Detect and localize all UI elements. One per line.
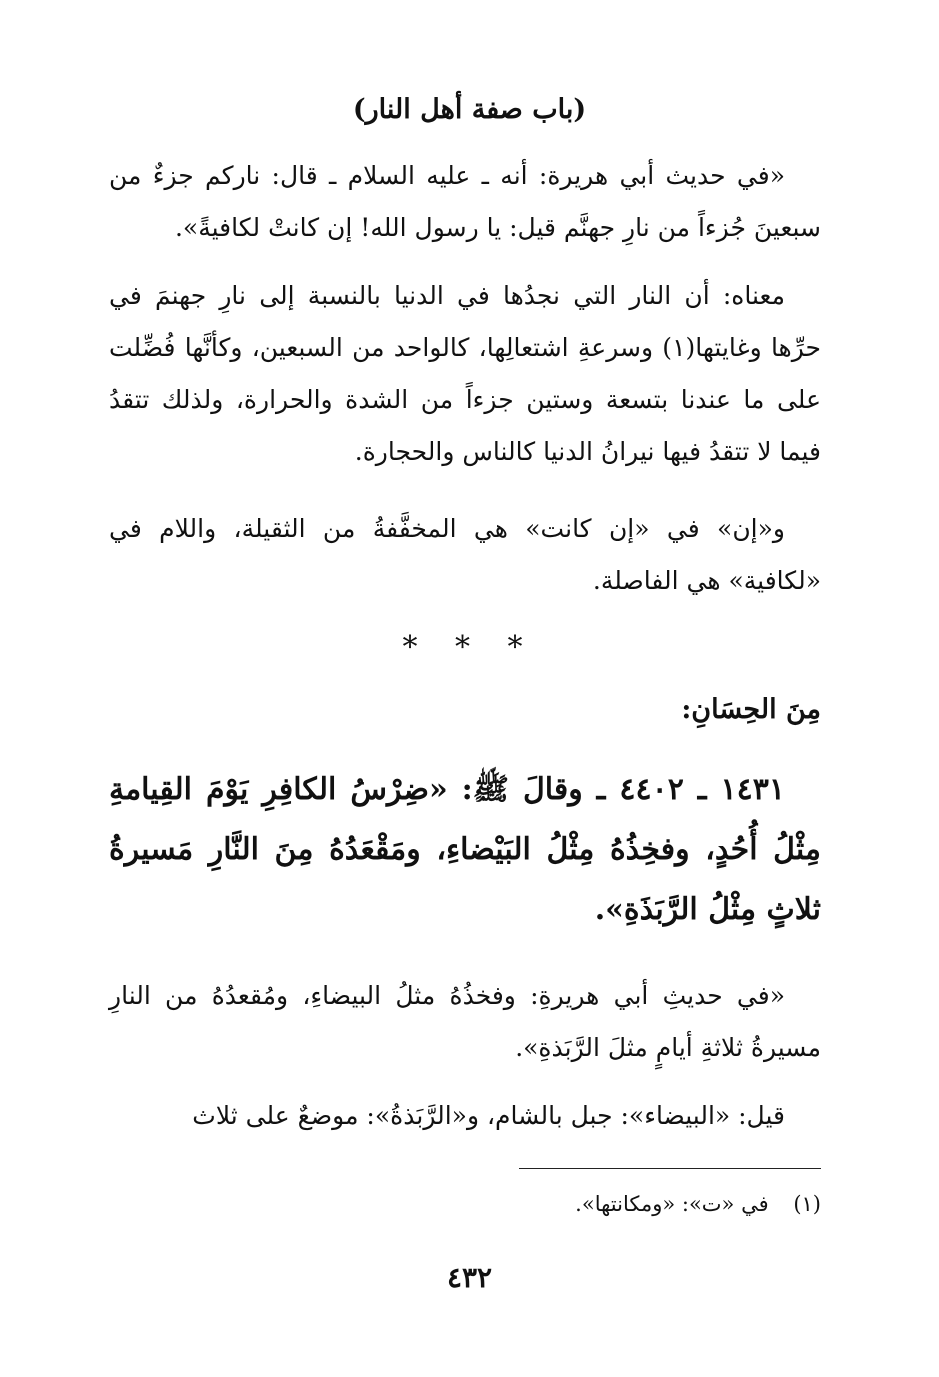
paragraph-explanation xyxy=(109,1090,821,1142)
footnote xyxy=(575,1186,821,1222)
paragraph-text: «في حديث أبي هريرة: أنه ـ عليه السلام ـ قال: ناركم جزءٌ من سبعينَ جُزءاً من نارِ جهنَّم قيل: يا رسول الله! إن كانتْ لكافيةً». xyxy=(109,161,821,242)
section-separator: * * * xyxy=(402,630,537,665)
section-subheading: مِنَ الحِسَانِ: xyxy=(681,694,821,725)
paragraph-text: معناه: أن النار التي نجدُها في الدنيا بالنسبة إلى نارِ جهنمَ في حرِّها وغايتها(١) وسرعةِ اشتعالِها، كالواحد من السبعين، وكأنَّها فُضِّلت على ما عندنا بتسعة وستين جزءاً من الشدة والحرارة، ولذلك تتقدُ فيما لا تتقدُ فيها نيرانُ الدنيا كالناس والحجارة. xyxy=(109,281,821,466)
paragraph-hadith-abu-hurayra xyxy=(109,150,821,254)
paragraph-commentary xyxy=(109,970,821,1074)
paragraph-meaning xyxy=(109,270,821,478)
hadith-paragraph: ١٤٣١ ـ ٤٤٠٢ ـ وقالَ ﷺ: «ضِرْسُ الكافِرِ يَوْمَ القِيامةِ مِثْلُ أُحُدٍ، وفخِذُهُ مِثْلُ البَيْضاءِ، ومَقْعَدُهُ مِنَ النَّارِ مَسيرةُ ثلاثٍ مِثْلُ الرَّبَذَةِ». xyxy=(109,772,821,927)
hadith-text xyxy=(109,760,821,940)
paragraph-text: و«إن» في «إن كانت» هي المخفَّفةُ من الثقيلة، واللام في «لكافية» هي الفاصلة. xyxy=(109,514,821,595)
footnote-divider xyxy=(519,1168,821,1169)
page-number: ٤٣٢ xyxy=(446,1261,493,1294)
paragraph-grammar-note xyxy=(109,503,821,607)
footnote-number: (١) xyxy=(793,1192,821,1216)
chapter-heading: (باب صفة أهل النار) xyxy=(352,94,587,125)
footnote-text: في «ت»: «ومكانتها». xyxy=(575,1192,769,1216)
paragraph-text: «في حديثِ أبي هريرةِ: وفخذُهُ مثلُ البيضاءِ، ومُقعدُهُ من النارِ مسيرةُ ثلاثةِ أيامٍ مثلَ الرَّبَذةِ». xyxy=(109,981,821,1062)
paragraph-text: قيل: «البيضاء»: جبل بالشام، و«الرَّبَذةُ»: موضعٌ على ثلاث xyxy=(192,1101,785,1130)
